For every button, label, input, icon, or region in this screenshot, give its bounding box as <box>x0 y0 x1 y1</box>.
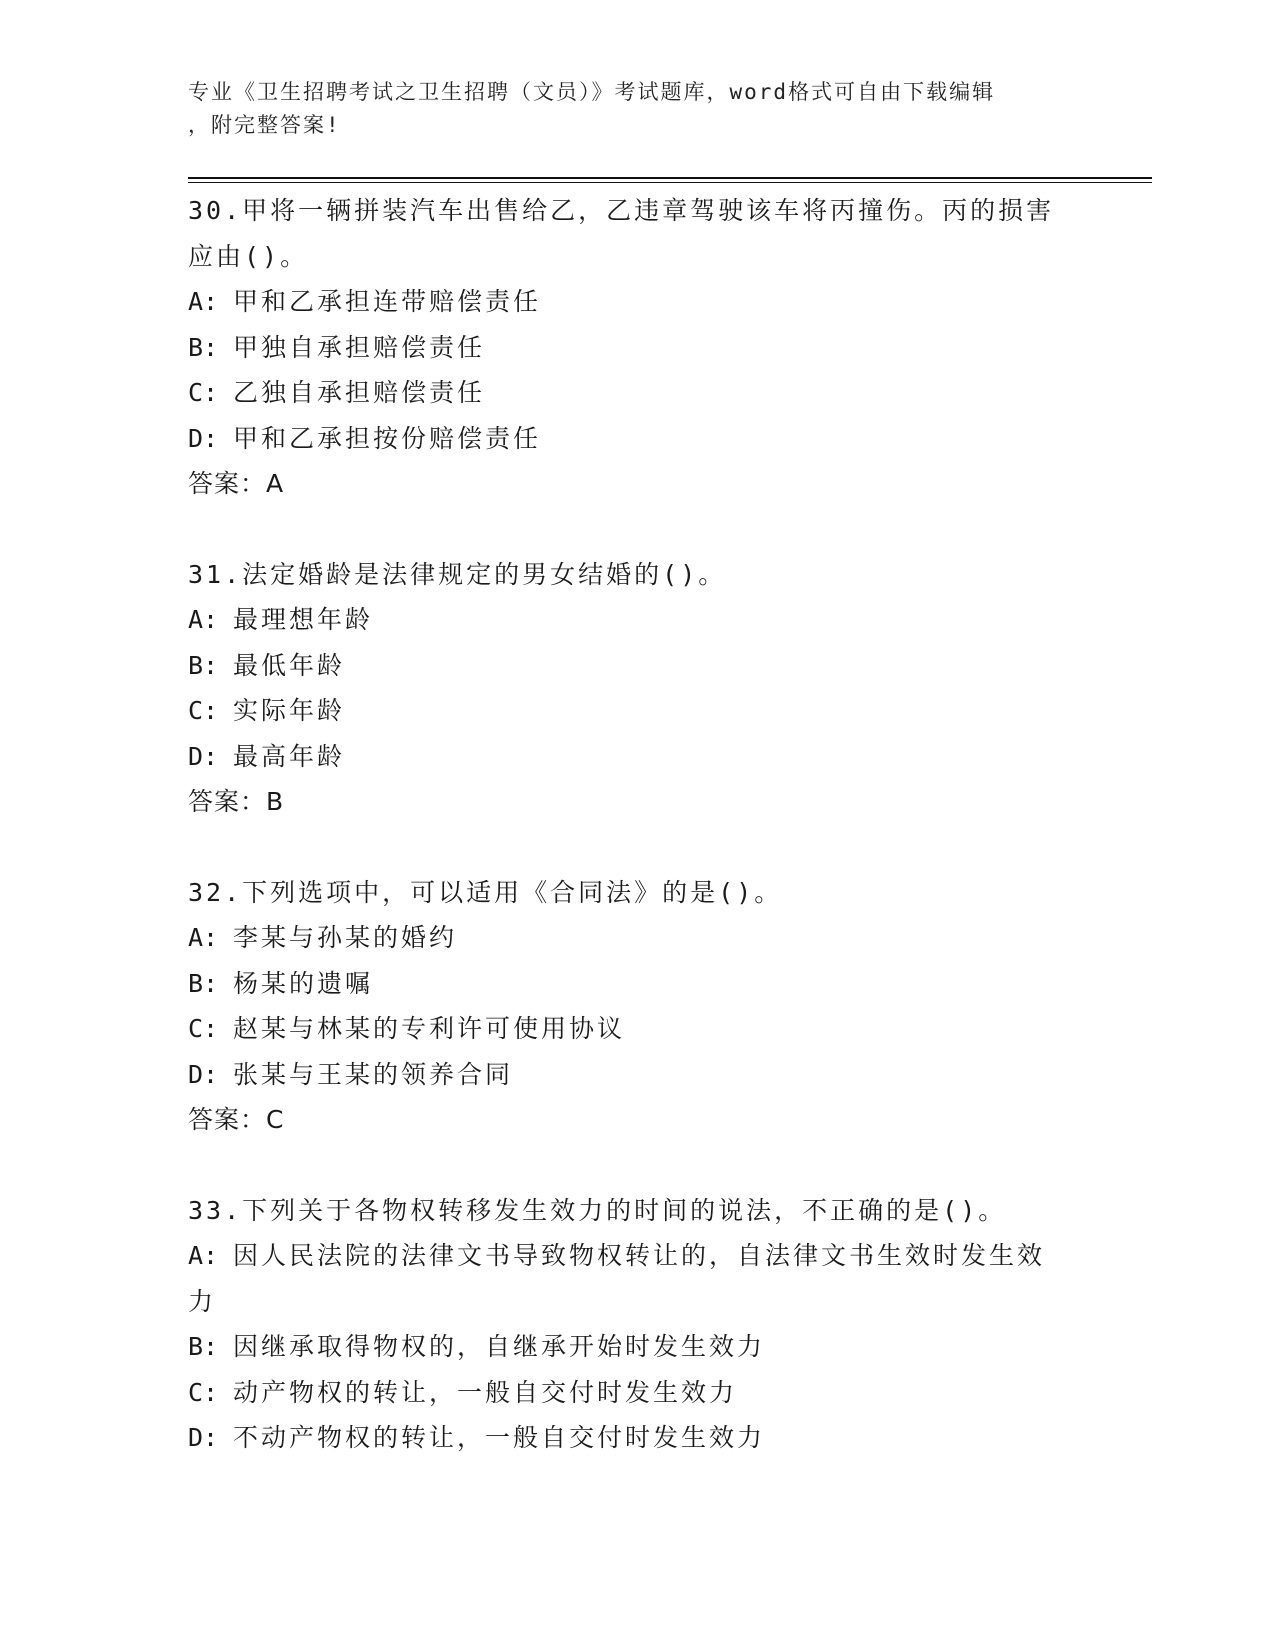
header-divider-thick <box>188 177 1152 179</box>
option-text: 最低年龄 <box>233 650 346 680</box>
option-d <box>188 1415 1088 1461</box>
option-key: B: <box>188 1332 219 1361</box>
option-text: 甲和乙承担连带赔偿责任 <box>233 287 542 316</box>
option-a-continuation: 力 <box>188 1286 217 1316</box>
option-b <box>188 961 1088 1007</box>
question-stem-line: 32.下列选项中，可以适用《合同法》的是()。 <box>188 877 783 907</box>
option-text: 李某与孙某的婚约 <box>233 923 458 952</box>
option-text: 动产物权的转让，一般自交付时发生效力 <box>233 1377 738 1407</box>
option-d <box>188 1052 1088 1098</box>
option-b <box>188 1324 1088 1370</box>
option-key: A: <box>188 287 219 316</box>
option-text: 甲和乙承担按份赔偿责任 <box>233 423 542 453</box>
question-31 <box>188 552 1088 825</box>
answer-line: 答案：B <box>188 787 285 816</box>
option-a <box>188 597 1088 643</box>
option-c <box>188 370 1088 416</box>
option-text: 不动产物权的转让，一般自交付时发生效力 <box>233 1423 766 1452</box>
option-text: 张某与王某的领养合同 <box>233 1059 514 1089</box>
option-key: C: <box>188 696 219 725</box>
question-32 <box>188 870 1088 1143</box>
option-d <box>188 416 1088 462</box>
option-text: 杨某的遗嘱 <box>233 968 374 998</box>
option-key: B: <box>188 650 219 680</box>
option-key: C: <box>188 1014 219 1043</box>
header-line-1: 专业《卫生招聘考试之卫生招聘（文员）》考试题库，word格式可自由下载编辑 <box>188 80 996 104</box>
option-key: C: <box>188 378 219 407</box>
option-a <box>188 279 1088 325</box>
option-b <box>188 643 1088 689</box>
option-c <box>188 1370 1088 1416</box>
option-b <box>188 325 1088 371</box>
option-c <box>188 688 1088 734</box>
option-text: 乙独自承担赔偿责任 <box>233 378 486 407</box>
question-30 <box>188 188 1088 507</box>
question-stem-line: 应由()。 <box>188 241 309 271</box>
question-list <box>188 188 1088 1506</box>
option-text: 最理想年龄 <box>233 605 374 634</box>
question-stem-line: 30.甲将一辆拼装汽车出售给乙，乙违章驾驶该车将丙撞伤。丙的损害 <box>188 196 1055 225</box>
option-key: D: <box>188 1059 219 1089</box>
option-key: A: <box>188 1241 219 1270</box>
option-key: A: <box>188 605 219 634</box>
question-33 <box>188 1188 1088 1461</box>
option-key: D: <box>188 423 219 453</box>
answer-line: 答案：A <box>188 469 285 498</box>
option-key: B: <box>188 332 219 362</box>
header-line-2: ，附完整答案! <box>188 113 341 137</box>
option-key: C: <box>188 1377 219 1407</box>
option-key: A: <box>188 923 219 952</box>
option-text: 赵某与林某的专利许可使用协议 <box>233 1014 626 1043</box>
option-text: 因人民法院的法律文书导致物权转让的，自法律文书生效时发生效 <box>233 1241 1046 1270</box>
option-d <box>188 734 1088 780</box>
option-key: D: <box>188 1423 219 1452</box>
option-c <box>188 1006 1088 1052</box>
option-a <box>188 1233 1088 1279</box>
header-divider-thin <box>188 182 1152 183</box>
option-text: 最高年龄 <box>233 741 346 771</box>
option-key: D: <box>188 741 219 771</box>
option-a <box>188 915 1088 961</box>
question-stem-line: 33.下列关于各物权转移发生效力的时间的说法，不正确的是()。 <box>188 1195 1007 1225</box>
option-text: 实际年龄 <box>233 696 346 725</box>
question-stem-line: 31.法定婚龄是法律规定的男女结婚的()。 <box>188 559 727 589</box>
option-key: B: <box>188 968 219 998</box>
answer-line: 答案：C <box>188 1105 285 1134</box>
document-header <box>188 76 1068 142</box>
option-text: 甲独自承担赔偿责任 <box>233 332 486 362</box>
option-text: 因继承取得物权的，自继承开始时发生效力 <box>233 1332 766 1361</box>
